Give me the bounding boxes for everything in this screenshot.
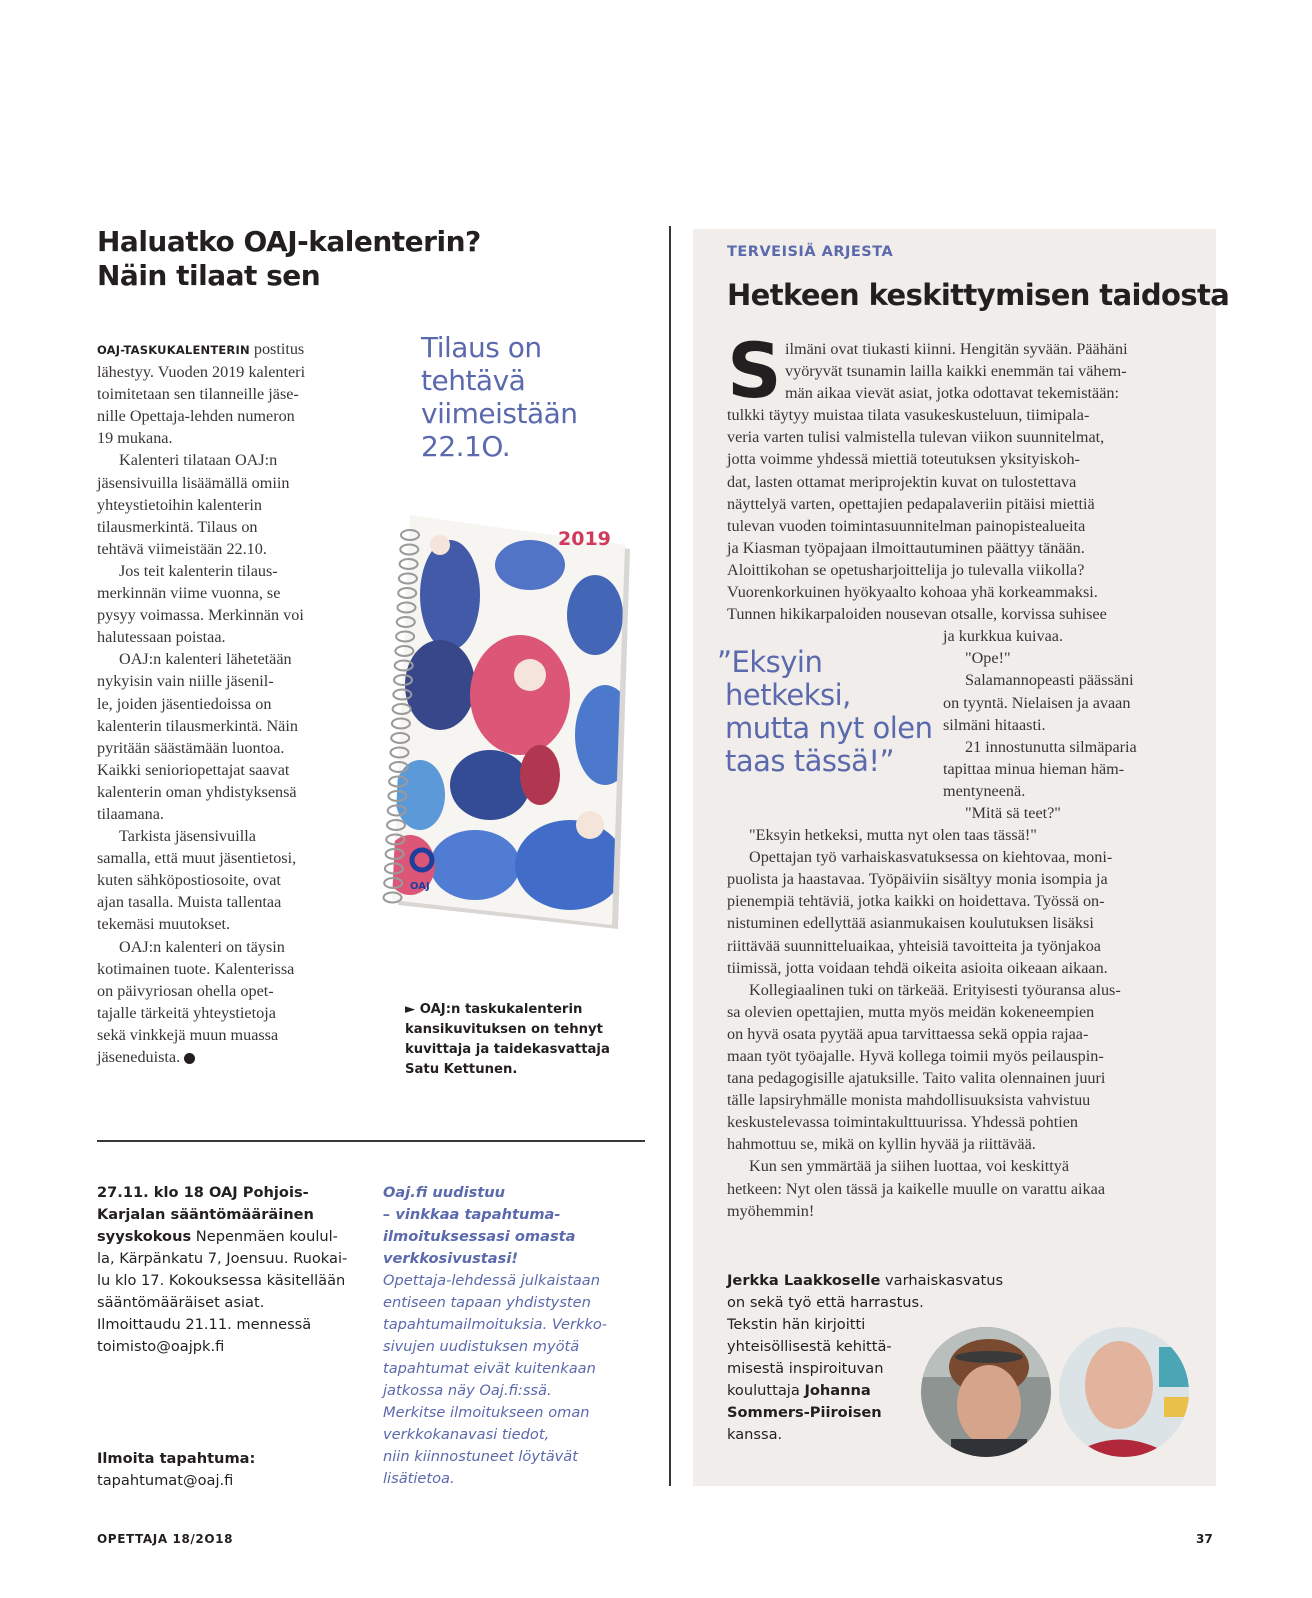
body-line — [97, 825, 357, 847]
end-mark-icon — [184, 1053, 195, 1064]
body-text: kuten sähköpostiosoite, ovat — [97, 871, 281, 890]
event-text: la, Kärpänkatu 7, Joensuu. Ruokai- — [97, 1250, 348, 1267]
body-text: sekä vinkkejä muun muassa — [97, 1025, 279, 1044]
author-name: Jerkka Laakkoselle — [727, 1272, 881, 1289]
body-line: "Eksyin hetkeksi, mutta nyt olen taas tässä!" — [749, 826, 1037, 845]
body-line — [97, 494, 357, 516]
body-line — [97, 913, 357, 935]
body-line — [97, 980, 357, 1002]
body-line: Kollegiaalinen tuki on tärkeää. Erityisesti työuransa alus- — [749, 980, 1121, 999]
title-line: Haluatko OAJ-kalenterin? — [97, 225, 481, 258]
body-text: Jos teit kalenterin tilaus- — [119, 561, 278, 580]
pull-quote-line: mutta nyt olen — [725, 711, 933, 745]
body-line: nistuminen edellyttää asianmukaisen koulutuksen lisäksi — [727, 914, 1094, 933]
body-line: sa olevien opettajien, mutta myös meidän kokeneempien — [727, 1002, 1095, 1021]
bio-line — [727, 1270, 1027, 1292]
body-line: hahmottuu se, mikä on kyllin hyvää ja riittävää. — [727, 1135, 1036, 1154]
body-text: nykyisin vain niille jäsenil- — [97, 672, 274, 691]
body-line — [97, 737, 357, 759]
section-kicker: TERVEISIÄ ARJESTA — [727, 244, 894, 260]
body-text: jäseneduista. — [97, 1048, 181, 1066]
body-line: keskustelevassa toimintakulttuurissa. Yhdessä pohtien — [727, 1113, 1078, 1132]
body-text: pysyy voimassa. Merkinnän voi — [97, 606, 304, 625]
event-notice — [97, 1182, 367, 1358]
bio-text: Tekstin hän kirjoitti — [727, 1316, 866, 1333]
body-line: pienempiä tehtäviä, jotka kaikki on hoidettava. Työssä on- — [727, 892, 1105, 911]
body-line — [97, 449, 357, 471]
notice-body-line: lisätietoa. — [383, 1470, 455, 1487]
body-text: pyritään säästämään luontoa. — [97, 738, 285, 757]
calendar-logo-text: OAJ — [410, 881, 430, 892]
bio-text: misestä inspiroituvan — [727, 1360, 884, 1377]
oajfi-notice — [383, 1182, 643, 1490]
body-line — [97, 472, 357, 494]
body-text: kotimainen tuote. Kalenterissa — [97, 959, 295, 978]
bio-text: kouluttaja — [727, 1382, 805, 1399]
body-line — [97, 958, 357, 980]
event-email-link[interactable]: toimisto@oajpk.fi — [97, 1338, 225, 1355]
body-line: ja Kiasman työpajaan ilmoittautuminen päättyy tänään. — [727, 538, 1085, 557]
body-line: on hyvä osata pyytää apua tarvittaessa sekä oppia rajaa- — [727, 1024, 1089, 1043]
body-line — [97, 560, 357, 582]
body-line — [97, 759, 357, 781]
event-line — [97, 1226, 367, 1248]
notice-body-line: jatkossa näy Oaj.fi:ssä. — [383, 1382, 552, 1399]
body-text: yhteystietoihin kalenterin — [97, 495, 262, 514]
notice-body-line: tapahtumailmoituksia. Verkko- — [383, 1316, 608, 1333]
body-line: 21 innostunutta silmäparia — [965, 737, 1137, 756]
body-line — [97, 604, 357, 626]
body-line: Aloittikohan se opetusharjoittelija jo tulevalla viikolla? — [727, 560, 1085, 579]
body-line — [97, 1002, 357, 1024]
coauthor-name: Sommers-Piiroisen — [727, 1404, 882, 1421]
body-text: tilaamana. — [97, 804, 164, 823]
body-text: Kaikki senioriopettajat saavat — [97, 760, 290, 779]
body-line: veria varten tulisi valmistella tulevan viikon suunnitelmat, — [727, 428, 1105, 447]
body-line: tiimissä, jotta voidaan tehdä oikeita asioita oikeaan aikaan. — [727, 958, 1108, 977]
body-line — [97, 847, 357, 869]
body-line: näyttelyä varten, opettajien pedapalaveriin pitäisi miettiä — [727, 494, 1095, 513]
column-title: Hetkeen keskittymisen taidosta — [727, 278, 1230, 312]
calendar-image — [380, 505, 640, 935]
body-text: merkinnän viime vuonna, se — [97, 584, 281, 603]
notice-body-line: Opettaja-lehdessä julkaistaan — [383, 1272, 600, 1289]
body-line: ilmäni ovat tiukasti kiinni. Hengitän syvään. Päähäni — [785, 340, 1128, 358]
body-line — [97, 715, 357, 737]
event-title: 27.11. klo 18 OAJ Pohjois- — [97, 1184, 309, 1201]
body-text: kalenterin oman yhdistyksensä — [97, 782, 297, 801]
section-divider — [97, 1140, 645, 1142]
publication-footer: OPETTAJA 18/2O18 — [97, 1532, 234, 1546]
body-line: dat, lasten ottamat meriprojektin kuvat on tulostettava — [727, 472, 1077, 491]
bio-text: kanssa. — [727, 1426, 783, 1443]
notice-heading: – vinkkaa tapahtuma- — [383, 1206, 561, 1223]
body-line: tulevan vuoden toimintasuunnitelman painopistealueita — [727, 516, 1086, 535]
body-text: tekemäsi muutokset. — [97, 915, 231, 934]
body-line — [97, 538, 357, 560]
article-body — [97, 338, 357, 1068]
pull-quote-line: viimeistään — [421, 397, 578, 430]
body-text: samalla, että muut jäsentietosi, — [97, 849, 297, 868]
body-line: tulkki täytyy muistaa tilata vasukeskusteluun, tiimipala- — [727, 406, 1090, 425]
notice-body — [383, 1270, 643, 1490]
pull-quote — [717, 646, 947, 778]
body-line: män aikaa vievät asiat, jotka odottavat tekemistään: — [785, 384, 1119, 403]
image-caption — [405, 1000, 635, 1080]
body-line: riittävää suunnitteluaikaa, yhteisiä tavoitteita ja työnjakoa — [727, 936, 1101, 955]
event-text: Nepenmäen koulul- — [191, 1228, 338, 1245]
body-text: lähestyy. Vuoden 2019 kalenteri — [97, 363, 306, 382]
body-text: OAJ:n kalenteri on täysin — [119, 937, 285, 956]
author-photo-jerkka — [1059, 1327, 1189, 1457]
notice-heading: ilmoituksessasi omasta — [383, 1228, 576, 1245]
body-line: Salamannopeasti päässäni — [965, 671, 1134, 690]
calendar-year: 2019 — [558, 528, 611, 550]
bio-text: on sekä työ että harrastus. — [727, 1294, 924, 1311]
notice-body-line: Merkitse ilmoitukseen oman — [383, 1404, 590, 1421]
body-line: tälle lapsiryhmälle monista mahdollisuuksista vahvistuu — [727, 1091, 1091, 1110]
notice-body-line: niin kiinnostuneet löytävät — [383, 1448, 578, 1465]
body-text: on päivyriosan ohella opet- — [97, 981, 274, 1000]
event-text: sääntömääräiset asiat. — [97, 1294, 265, 1311]
article-title — [97, 225, 517, 293]
body-line — [97, 869, 357, 891]
event-title: syyskokous — [97, 1228, 192, 1245]
body-line: "Mitä sä teet?" — [965, 803, 1061, 822]
body-line — [97, 1046, 357, 1068]
pull-quote — [421, 331, 641, 463]
notice-body-line: sivujen uudistuksen myötä — [383, 1338, 580, 1355]
lead-caps: OAJ-TASKUKALENTERIN — [97, 343, 250, 357]
pull-quote-line: hetkeksi, — [725, 678, 851, 712]
body-text: le, joiden jäsentiedoissa on — [97, 694, 272, 713]
body-line: puolista ja haastavaa. Työpäiviin sisältyy monia isompia ja — [727, 870, 1108, 889]
pull-quote-line: tehtävä — [421, 364, 526, 397]
body-line — [97, 936, 357, 958]
body-line: Kun sen ymmärtää ja siihen luottaa, voi keskittyä — [749, 1157, 1070, 1176]
body-line — [97, 803, 357, 825]
pull-quote-line: ”Eksyin — [717, 645, 823, 679]
body-text: OAJ:n kalenteri lähetetään — [119, 650, 292, 669]
body-text: Kalenteri tilataan OAJ:n — [119, 451, 278, 470]
notice-body-line: entiseen tapaan yhdistysten — [383, 1294, 591, 1311]
bio-text: yhteisöllisestä kehittä- — [727, 1338, 892, 1355]
body-line: tapittaa minua hieman häm- — [943, 759, 1125, 778]
body-line: hetkeen: Nyt olen tässä ja kaikelle muulle on varattu aikaa — [727, 1179, 1106, 1198]
body-text: toimitetaan sen tilanneille jäse- — [97, 385, 299, 404]
body-line: maan työt työajalle. Hyvä kollega toimii myös peilauspin- — [727, 1047, 1104, 1065]
body-line: Tunnen hikikarpaloiden nousevan otsalle, korvissa suhisee — [727, 605, 1107, 624]
title-line: Näin tilaat sen — [97, 259, 321, 292]
body-text: ajan tasalla. Muista tallentaa — [97, 893, 282, 912]
body-line: "Ope!" — [965, 649, 1011, 668]
body-line: jotta voimme yhdessä miettiä toteutuksen yksityiskoh- — [727, 450, 1080, 469]
body-line: myöhemmin! — [727, 1201, 815, 1220]
body-line — [97, 670, 357, 692]
body-line: silmäni hitaasti. — [943, 715, 1046, 734]
caption-line: ► OAJ:n taskukalenterin — [405, 1002, 583, 1017]
notice-body-line: verkkokanavasi tiedot, — [383, 1426, 550, 1443]
event-text: lu klo 17. Kokouksessa käsitellään — [97, 1272, 346, 1289]
body-text: tehtävä viimeistään 22.10. — [97, 539, 267, 558]
caption-line: Satu Kettunen. — [405, 1062, 518, 1077]
body-line: vyöryvät tsunamin lailla kaikki enemmän tai vähem- — [785, 362, 1127, 381]
notify-email-link[interactable]: tapahtumat@oaj.fi — [97, 1472, 234, 1489]
body-line: mentyneenä. — [943, 781, 1026, 800]
body-line — [97, 648, 357, 670]
body-line — [97, 338, 357, 361]
body-line — [97, 361, 357, 383]
notify-label: Ilmoita tapahtuma: — [97, 1450, 256, 1467]
body-text: jäsensivuilla lisäämällä omiin — [97, 473, 290, 492]
body-text: tajalle tärkeitä yhteystietoja — [97, 1003, 276, 1022]
body-text: nille Opettaja-lehden numeron — [97, 407, 295, 426]
bio-text: varhaiskasvatus — [880, 1272, 1004, 1289]
event-line — [97, 1204, 367, 1226]
pull-quote-line: 22.1O. — [421, 430, 511, 463]
body-line — [97, 1024, 357, 1046]
body-text: tilausmerkintä. Tilaus on — [97, 517, 258, 536]
body-text: 19 mukana. — [97, 429, 173, 448]
author-photo-johanna — [921, 1327, 1051, 1457]
notify-block — [97, 1448, 367, 1492]
body-line — [97, 582, 357, 604]
body-text: kalenterin tilausmerkintä. Näin — [97, 716, 298, 735]
body-line — [97, 427, 357, 449]
body-line — [97, 626, 357, 648]
notice-heading: Oaj.fi uudistuu — [383, 1184, 506, 1201]
body-line — [97, 693, 357, 715]
body-line: ja kurkkua kuivaa. — [943, 627, 1064, 646]
body-line: tana pedagogisille ajatuksille. Taito valita olennainen juuri — [727, 1069, 1106, 1088]
pull-quote-line: taas tässä!” — [725, 744, 895, 778]
body-line — [97, 383, 357, 405]
body-line — [97, 891, 357, 913]
event-line — [97, 1182, 367, 1204]
body-text: halutessaan poistaa. — [97, 628, 226, 647]
caption-line: kuvittaja ja taidekasvattaja — [405, 1042, 610, 1057]
notice-heading: verkkosivustasi! — [383, 1250, 518, 1267]
body-line — [97, 516, 357, 538]
coauthor-name: Johanna — [804, 1382, 871, 1399]
body-line — [97, 405, 357, 427]
body-line: Vuorenkorkuinen hyökyaalto kohoaa yhä korkeammaksi. — [727, 583, 1098, 602]
body-line: Opettajan työ varhaiskasvatuksessa on kiehtovaa, moni- — [749, 848, 1113, 867]
notice-body-line: tapahtumat eivät kuitenkaan — [383, 1360, 596, 1377]
body-text: postitus — [249, 340, 305, 358]
column-body — [727, 326, 1197, 1222]
event-text: Ilmoittaudu 21.11. mennessä — [97, 1316, 312, 1333]
body-line — [97, 781, 357, 803]
body-text: Tarkista jäsensivuilla — [119, 827, 256, 846]
column-divider — [669, 226, 671, 1486]
body-line: on tyyntä. Nielaisen ja avaan — [943, 693, 1131, 712]
pull-quote-line: Tilaus on — [421, 331, 542, 364]
drop-cap: S — [727, 326, 782, 415]
caption-line: kansikuvituksen on tehnyt — [405, 1022, 603, 1037]
page-number: 37 — [1196, 1532, 1213, 1546]
event-title: Karjalan sääntömääräinen — [97, 1206, 314, 1223]
